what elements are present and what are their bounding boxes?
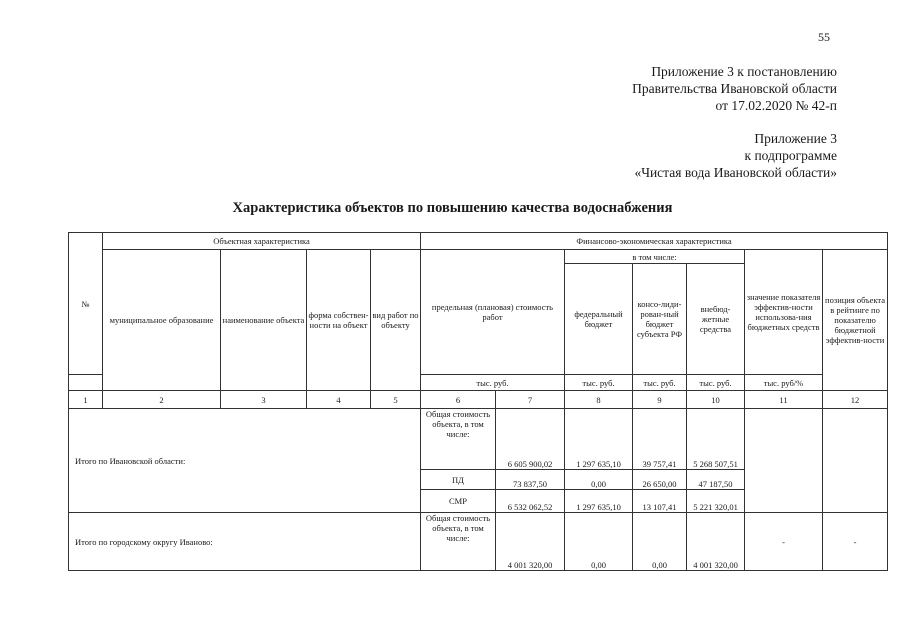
- row-federal: 1 297 635,10: [565, 490, 633, 513]
- unit-cost: тыс. руб.: [421, 375, 565, 391]
- region-indicator-cell: [745, 409, 823, 513]
- appendix-program-header: [634, 130, 837, 181]
- header-consolidated: консо-лиди-рован-ный бюджет субъекта РФ: [633, 264, 687, 375]
- region-total-label: Итого по Ивановской области:: [69, 409, 421, 513]
- header-object-name: наименование объекта: [221, 250, 307, 391]
- appendix-line: Правительства Ивановской области: [632, 81, 837, 96]
- header-indicator: значение показателя эффектив-ности использова-ния бюджетных средств: [745, 250, 823, 375]
- appendix-line: от 17.02.2020 № 42-п: [715, 98, 837, 113]
- row-consolidated: 13 107,41: [633, 490, 687, 513]
- col-number: 6: [421, 391, 496, 409]
- row-item: Общая стоимость объекта, в том числе:: [421, 409, 496, 470]
- row-cost: 73 837,50: [496, 470, 565, 490]
- header-federal: федеральный бюджет: [565, 264, 633, 375]
- col-number: 1: [69, 391, 103, 409]
- row-item: СМР: [421, 490, 496, 513]
- region-rating-cell: [823, 409, 888, 513]
- table-row: [69, 513, 888, 571]
- unit-consolidated: тыс. руб.: [633, 375, 687, 391]
- row-indicator: -: [745, 513, 823, 571]
- city-total-label: Итого по городскому округу Иваново:: [69, 513, 421, 571]
- characteristics-table: [68, 232, 888, 571]
- header-ownership: форма собствен-ности на объект: [307, 250, 371, 391]
- row-federal: 0,00: [565, 513, 633, 571]
- row-item: Общая стоимость объекта, в том числе:: [421, 513, 496, 571]
- row-cost: 6 532 062,52: [496, 490, 565, 513]
- row-consolidated: 0,00: [633, 513, 687, 571]
- row-federal: 0,00: [565, 470, 633, 490]
- row-item: ПД: [421, 470, 496, 490]
- col-number: 9: [633, 391, 687, 409]
- appendix-line: к подпрограмме: [744, 148, 837, 163]
- header-finance-group: Финансово-экономическая характеристика: [421, 233, 888, 250]
- table-row: [69, 409, 888, 470]
- appendix-line: Приложение 3: [754, 131, 837, 146]
- row-extrabudget: 5 221 320,01: [687, 490, 745, 513]
- col-number: 8: [565, 391, 633, 409]
- column-number-row: [69, 391, 888, 409]
- col-number: 10: [687, 391, 745, 409]
- col-number: 12: [823, 391, 888, 409]
- col-number: 3: [221, 391, 307, 409]
- row-cost: 4 001 320,00: [496, 513, 565, 571]
- unit-federal: тыс. руб.: [565, 375, 633, 391]
- row-consolidated: 39 757,41: [633, 409, 687, 470]
- unit-indicator: тыс. руб/%: [745, 375, 823, 391]
- appendix-decree-header: [632, 63, 837, 114]
- header-object-group: Объектная характеристика: [103, 233, 421, 250]
- appendix-line: «Чистая вода Ивановской области»: [634, 165, 837, 180]
- col-number: 11: [745, 391, 823, 409]
- header-no: №: [69, 233, 103, 375]
- row-cost: 6 605 900,02: [496, 409, 565, 470]
- col-number: 7: [496, 391, 565, 409]
- unit-extrabudget: тыс. руб.: [687, 375, 745, 391]
- header-cost: предельная (плановая) стоимость работ: [421, 250, 565, 375]
- header-no-cont: [69, 375, 103, 391]
- header-rating: позиция объекта в рейтинге по показателю бюджетной эффектив-ности: [823, 250, 888, 391]
- header-including: в том числе:: [565, 250, 745, 264]
- row-consolidated: 26 650,00: [633, 470, 687, 490]
- col-number: 5: [371, 391, 421, 409]
- header-extrabudget: внебюд-жетные средства: [687, 264, 745, 375]
- document-title: Характеристика объектов по повышению качества водоснабжения: [232, 200, 673, 216]
- header-municipality: муниципальное образование: [103, 250, 221, 391]
- row-extrabudget: 4 001 320,00: [687, 513, 745, 571]
- row-extrabudget: 5 268 507,51: [687, 409, 745, 470]
- row-extrabudget: 47 187,50: [687, 470, 745, 490]
- col-number: 4: [307, 391, 371, 409]
- col-number: 2: [103, 391, 221, 409]
- row-federal: 1 297 635,10: [565, 409, 633, 470]
- page-number: 55: [818, 30, 830, 44]
- header-work-type: вид работ по объекту: [371, 250, 421, 391]
- appendix-line: Приложение 3 к постановлению: [651, 64, 837, 79]
- row-rating: -: [823, 513, 888, 571]
